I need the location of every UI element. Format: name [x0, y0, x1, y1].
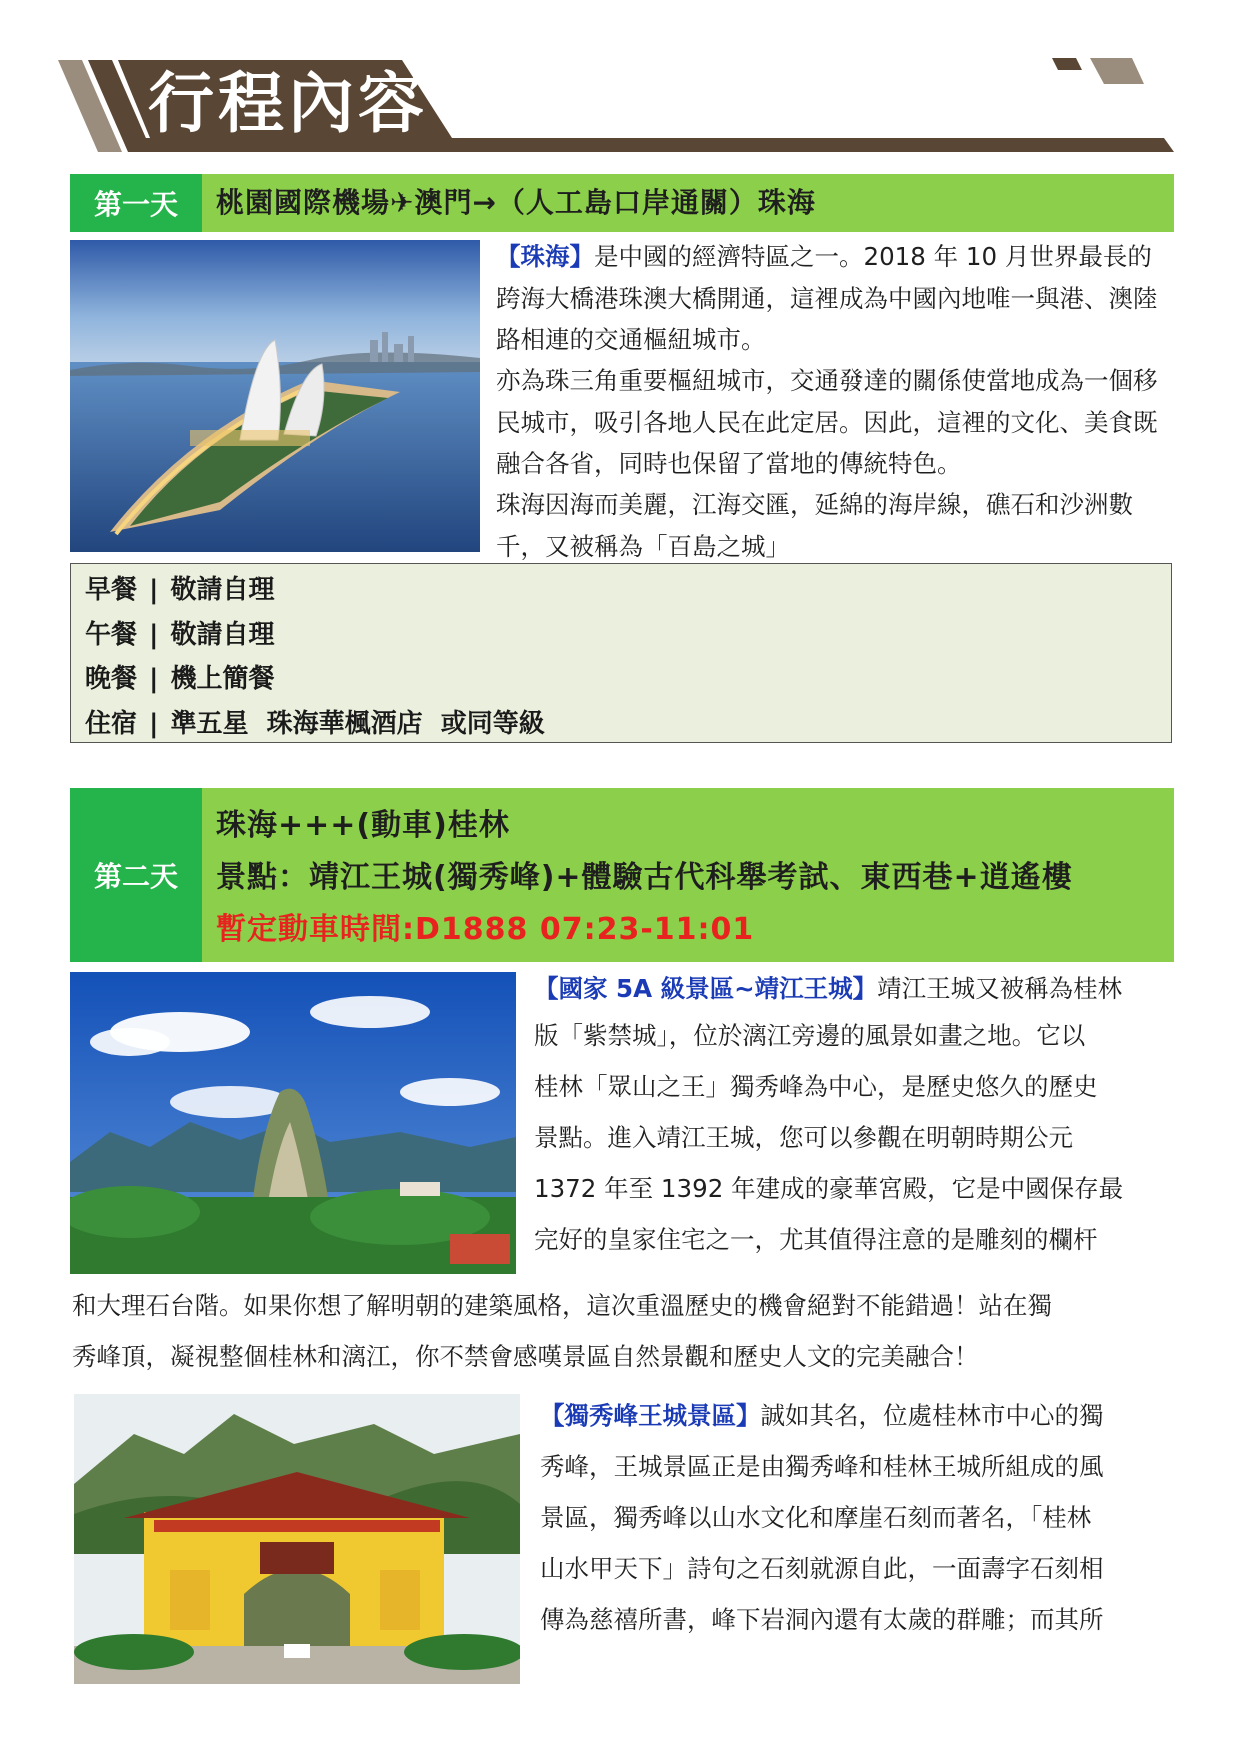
jingjiang-section: [534, 968, 1174, 1265]
day2-title: [202, 788, 1174, 962]
duxiu-section: [540, 1390, 1176, 1645]
header-banner: [0, 0, 1241, 160]
meal-label: 午餐: [85, 619, 138, 650]
jingjiang-line-1: [534, 968, 1174, 1010]
meal-separator: |: [149, 575, 159, 605]
jingjiang-full-line-2: 秀峰頂，凝視整個桂林和漓江，你不禁會感嘆景區自然景觀和歷史人文的完美融合！: [72, 1342, 979, 1371]
header-corner-mark-small: [1052, 58, 1082, 70]
day2-label: 第二天: [70, 788, 202, 962]
meal-value: 敬請自理: [170, 575, 275, 605]
meal-separator: |: [149, 708, 159, 739]
meal-row-breakfast: [85, 568, 1171, 613]
meal-value: 敬請自理: [170, 619, 275, 650]
meal-value: 準五星 珠海華楓酒店 或同等級: [170, 708, 545, 739]
duxiu-peak-photo: [70, 972, 516, 1274]
duxiu-line-1: [540, 1390, 1176, 1441]
meal-separator: |: [149, 619, 159, 650]
day1-label: 第一天: [70, 174, 202, 232]
meal-label: 晚餐: [85, 664, 138, 694]
page-title: 行程內容: [148, 65, 428, 142]
day1-paragraph-1-tag: 【珠海】: [496, 242, 594, 271]
meal-row-dinner: [85, 657, 1171, 702]
meal-label: 早餐: [85, 575, 138, 605]
jingjiang-line-2: 版「紫禁城」，位於漓江旁邊的風景如畫之地。它以: [534, 1020, 1086, 1050]
duxiu-line-4: 山水甲天下」詩句之石刻就源自此，一面壽字石刻相: [540, 1554, 1104, 1583]
meal-value: 機上簡餐: [170, 664, 275, 694]
duxiu-line-1-text: 誠如其名，位處桂林市中心的獨: [760, 1401, 1104, 1430]
duxiu-line-3: 景區，獨秀峰以山水文化和摩崖石刻而著名，「桂林: [540, 1503, 1092, 1532]
header-corner-mark-large: [1090, 58, 1144, 84]
meal-label: 住宿: [85, 708, 138, 739]
day1-paragraph-2: 亦為珠三角重要樞紐城市，交通發達的關係使當地成為一個移民城市，吸引各地人民在此定居。因此，這裡的文化、美食既融合各省，同時也保留了當地的傳統特色。: [496, 366, 1158, 478]
day1-meals-box: [70, 563, 1172, 743]
wangcheng-gate-photo: [74, 1394, 520, 1684]
day1-paragraph-3: 珠海因海而美麗，江海交匯，延綿的海岸線，礁石和沙洲數千，又被稱為「百島之城」: [496, 490, 1133, 561]
duxiu-line-2: 秀峰，王城景區正是由獨秀峰和桂林王城所組成的風: [540, 1452, 1104, 1481]
jingjiang-tag: 【國家 5A 級景區~靖江王城】: [534, 974, 878, 1003]
jingjiang-line-3: 桂林「眾山之王」獨秀峰為中心，是歷史悠久的歷史: [534, 1071, 1098, 1101]
duxiu-tag: 【獨秀峰王城景區】: [540, 1401, 761, 1430]
meal-row-lunch: [85, 613, 1171, 658]
duxiu-line-5: 傳為慈禧所書，峰下岩洞內還有太歲的群雕；而其所: [540, 1605, 1104, 1634]
meal-separator: |: [149, 664, 159, 694]
jingjiang-full-line-1: 和大理石台階。如果你想了解明朝的建築風格，這次重溫歷史的機會絕對不能錯過！站在獨: [72, 1291, 1052, 1320]
day2-train-time: 暫定動車時間:D1888 07:23-11:01: [216, 912, 755, 947]
jingjiang-line-4: 景點。進入靖江王城，您可以參觀在明朝時期公元: [534, 1122, 1073, 1152]
meal-row-hotel: [85, 702, 1171, 747]
jingjiang-line-5: 1372 年至 1392 年建成的豪華宮殿，它是中國保存最: [534, 1173, 1124, 1203]
jingjiang-line-6: 完好的皇家住宅之一，尤其值得注意的是雕刻的欄杆: [534, 1224, 1098, 1254]
day1-title: 桃園國際機場✈澳門→（人工島口岸通關）珠海: [202, 174, 1174, 232]
zhuhai-opera-house-photo: [70, 240, 480, 552]
day1-paragraph-1-text: 是中國的經濟特區之一。2018 年 10 月世界最長的跨海大橋港珠澳大橋開通，這裡成為中國內地唯一與港、澳陸路相連的交通樞紐城市。: [496, 242, 1158, 354]
day2-title-attractions: 景點：靖江王城(獨秀峰)+體驗古代科舉考試、東西巷+逍遙樓: [216, 860, 1073, 895]
jingjiang-line-1-text: 靖江王城又被稱為桂林: [877, 974, 1123, 1003]
day1-paragraph-1: [496, 236, 1176, 361]
day2-title-route: 珠海+++(動車)桂林: [216, 808, 510, 843]
